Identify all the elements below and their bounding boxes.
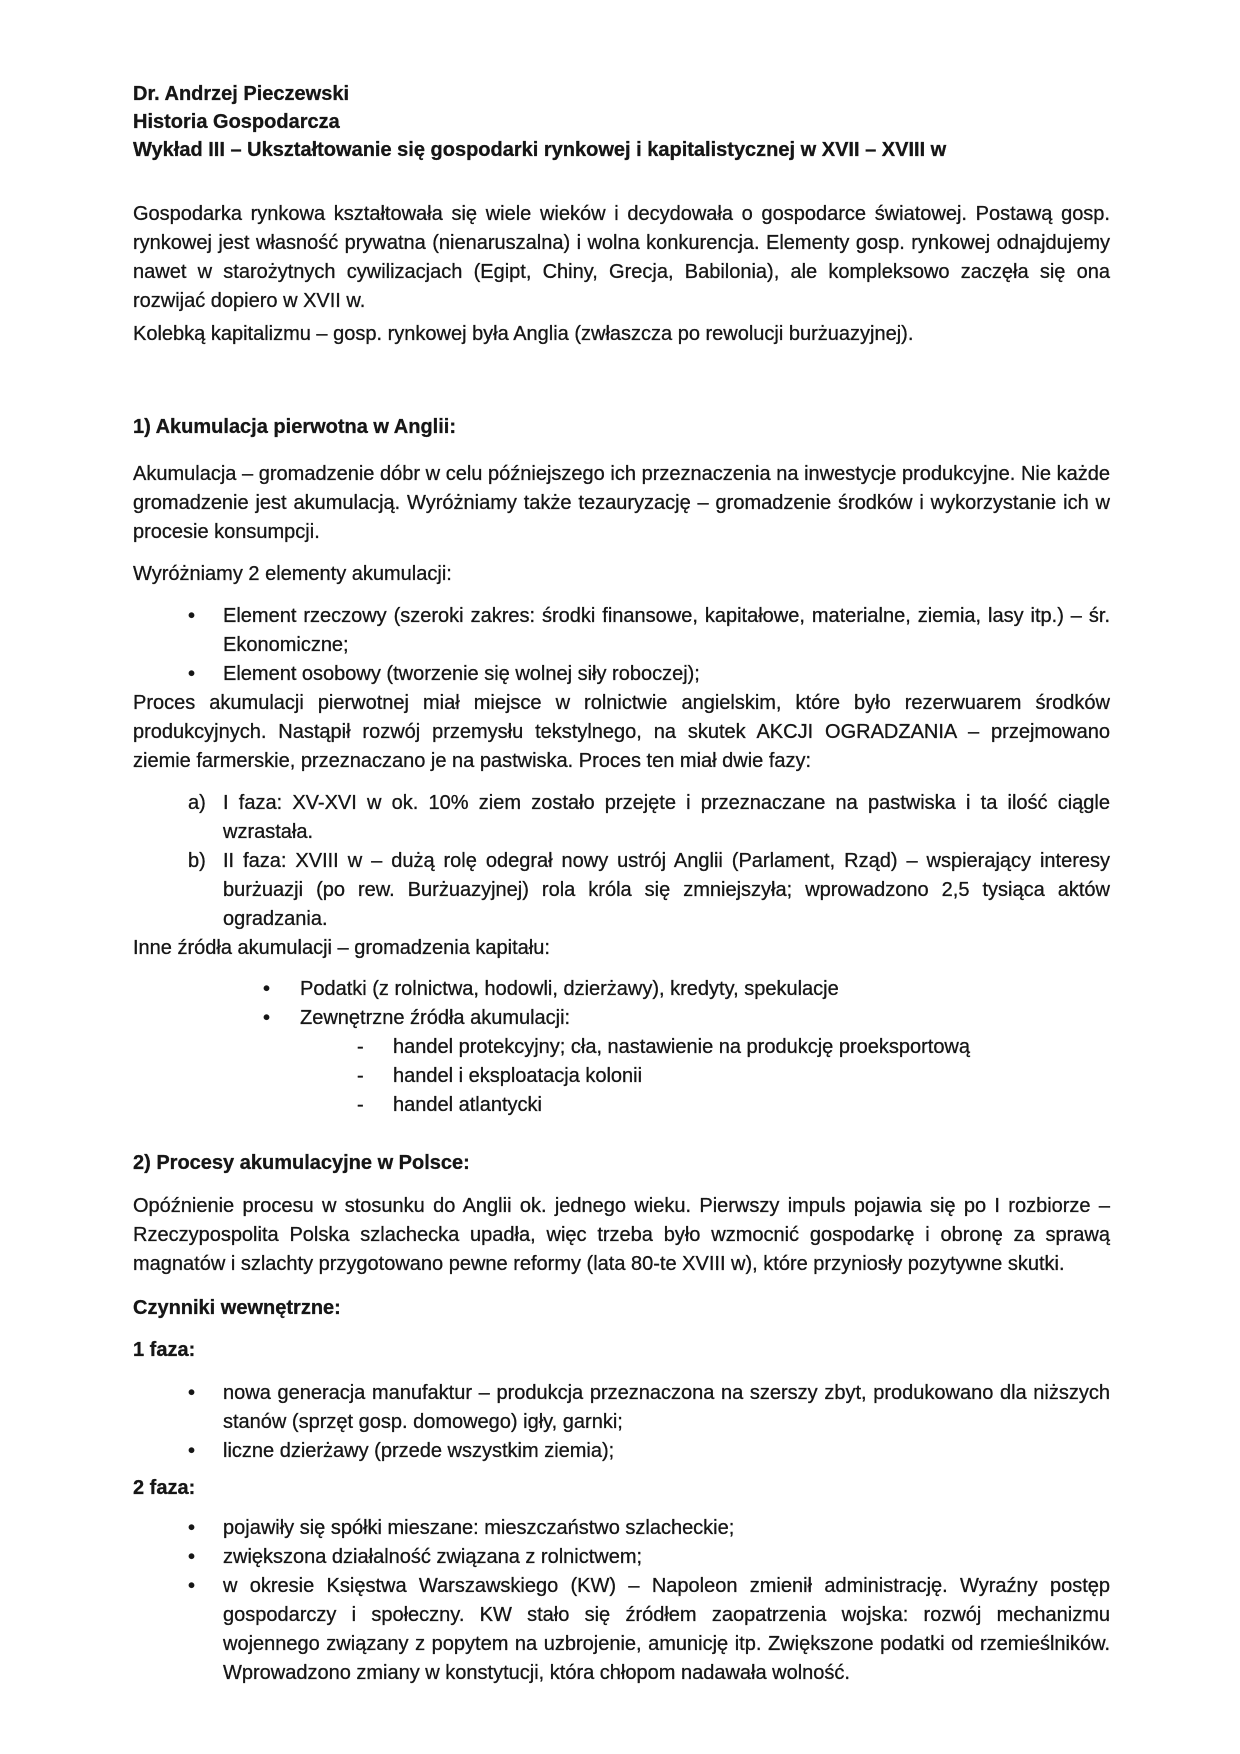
list-item-text: handel protekcyjny; cła, nastawienie na produkcję proeksportową <box>393 1036 971 1058</box>
list-item <box>133 660 1110 689</box>
list-item-phase-a <box>133 789 1110 847</box>
elements-intro-paragraph: Wyróżniamy 2 elementy akumulacji: <box>133 563 452 585</box>
list-item <box>133 1379 1110 1437</box>
bullet-icon: • <box>188 1382 196 1404</box>
list-item-text: Element osobowy (tworzenie się wolnej siły roboczej); <box>223 663 700 685</box>
section2-heading: 2) Procesy akumulacyjne w Polsce: <box>133 1152 470 1174</box>
list-item <box>133 1514 1110 1543</box>
dash-icon: - <box>357 1036 364 1058</box>
list-item-text: w okresie Księstwa Warszawskiego (KW) – Napoleon zmienił administrację. Wyraźny postęp gospodarczy i społeczny. KW stało się źródłem zaopatrzenia wojska: rozwój mechanizmu wojennego związany z popytem na uzbrojenie, amunicję itp. Zwiększone podatki od rzemieślników. Wprowadzono zmiany w konstytucji, która chłopom nadawała wolność. <box>223 1575 1110 1684</box>
list-item-text: nowa generacja manufaktur – produkcja przeznaczona na szerszy zbyt, produkowano dla niższych stanów (sprzęt gosp. domowego) igły, garnki; <box>223 1382 1110 1433</box>
list-item <box>133 1033 1110 1062</box>
list-item <box>133 975 1110 1004</box>
bullet-icon: • <box>188 1440 196 1462</box>
cradle-paragraph: Kolebką kapitalizmu – gosp. rynkowej była Anglia (zwłaszcza po rewolucji burżuazyjnej). <box>133 323 914 345</box>
list-item-phase-b <box>133 847 1110 934</box>
accumulation-definition-paragraph: Akumulacja – gromadzenie dóbr w celu późniejszego ich przeznaczenia na inwestycje produkcyjne. Nie każde gromadzenie jest akumulacją. Wyróżniamy także tezauryzację – gromadzenie środków i wykorzystanie ich w procesie konsumpcji. <box>133 463 1110 543</box>
list-item <box>133 1091 1110 1120</box>
sources-list <box>133 975 1110 1120</box>
doc-lecture-title: Wykład III – Ukształtowanie się gospodarki rynkowej i kapitalistycznej w XVII – XVIII w <box>133 139 947 161</box>
dash-icon: - <box>357 1065 364 1087</box>
phases-list <box>133 789 1110 934</box>
bullet-icon: • <box>263 978 271 1000</box>
phase2-list <box>133 1514 1110 1688</box>
list-item <box>133 1572 1110 1688</box>
internal-factors-heading: Czynniki wewnętrzne: <box>133 1297 341 1319</box>
process-paragraph: Proces akumulacji pierwotnej miał miejsce w rolnictwie angielskim, które było rezerwuarem środków produkcyjnych. Nastąpił rozwój przemysłu tekstylnego, na skutek AKCJI OGRADZANIA – przejmowano ziemie farmerskie, przeznaczano je na pastwiska. Proces ten miał dwie fazy: <box>133 692 1110 772</box>
elements-list <box>133 602 1110 689</box>
bullet-icon: • <box>188 1575 196 1597</box>
doc-course: Historia Gospodarcza <box>133 111 340 133</box>
list-item-text: liczne dzierżawy (przede wszystkim ziemia); <box>223 1440 615 1462</box>
dash-icon: - <box>357 1094 364 1116</box>
letter-marker: a) <box>188 792 206 814</box>
list-item <box>133 1062 1110 1091</box>
bullet-icon: • <box>188 1517 196 1539</box>
intro-paragraph: Gospodarka rynkowa kształtowała się wiele wieków i decydowała o gospodarce światowej. Postawą gosp. rynkowej jest własność prywatna (nienaruszalna) i wolna konkurencja. Elementy gosp. rynkowej odnajdujemy nawet w starożytnych cywilizacjach (Egipt, Chiny, Grecja, Babilonia), ale kompleksowo zaczęła się ona rozwijać dopiero w XVII w. <box>133 203 1110 312</box>
doc-author: Dr. Andrzej Pieczewski <box>133 83 350 105</box>
bullet-icon: • <box>188 663 196 685</box>
phase1-list <box>133 1379 1110 1466</box>
list-item-text: I faza: XV-XVI w ok. 10% ziem zostało przejęte i przeznaczane na pastwiska i ta ilość ciągle wzrastała. <box>223 792 1110 843</box>
bullet-icon: • <box>188 605 196 627</box>
doc-header <box>133 80 1110 164</box>
section1-heading: 1) Akumulacja pierwotna w Anglii: <box>133 416 457 438</box>
bullet-icon: • <box>188 1546 196 1568</box>
list-item <box>133 1437 1110 1466</box>
list-item-text: handel atlantycki <box>393 1094 542 1116</box>
list-item-text: pojawiły się spółki mieszane: mieszczaństwo szlacheckie; <box>223 1517 735 1539</box>
list-item <box>133 602 1110 660</box>
list-item <box>133 1543 1110 1572</box>
phase2-heading: 2 faza: <box>133 1477 196 1499</box>
poland-delay-paragraph: Opóźnienie procesu w stosunku do Anglii ok. jednego wieku. Pierwszy impuls pojawia się po I rozbiorze – Rzeczypospolita Polska szlachecka upadła, więc trzeba było wzmocnić gospodarkę i obronę za sprawą magnatów i szlachty przygotowano pewne reformy (lata 80-te XVIII w), które przyniosły pozytywne skutki. <box>133 1195 1110 1275</box>
list-item <box>133 1004 1110 1033</box>
other-sources-paragraph: Inne źródła akumulacji – gromadzenia kapitału: <box>133 937 550 959</box>
list-item-text: Zewnętrzne źródła akumulacji: <box>300 1007 571 1029</box>
phase1-heading: 1 faza: <box>133 1339 196 1361</box>
list-item-text: handel i eksploatacja kolonii <box>393 1065 643 1087</box>
list-item-text: II faza: XVIII w – dużą rolę odegrał nowy ustrój Anglii (Parlament, Rząd) – wspierający interesy burżuazji (po rew. Burżuazyjnej) rola króla się zmniejszyła; wprowadzono 2,5 tysiąca aktów ogradzania. <box>223 850 1110 930</box>
list-item-text: Element rzeczowy (szeroki zakres: środki finansowe, kapitałowe, materialne, ziemia, lasy itp.) – śr. Ekonomiczne; <box>223 605 1110 656</box>
bullet-icon: • <box>263 1007 271 1029</box>
list-item-text: zwiększona działalność związana z rolnictwem; <box>223 1546 643 1568</box>
list-item-text: Podatki (z rolnictwa, hodowli, dzierżawy), kredyty, spekulacje <box>300 978 839 1000</box>
letter-marker: b) <box>188 850 206 872</box>
